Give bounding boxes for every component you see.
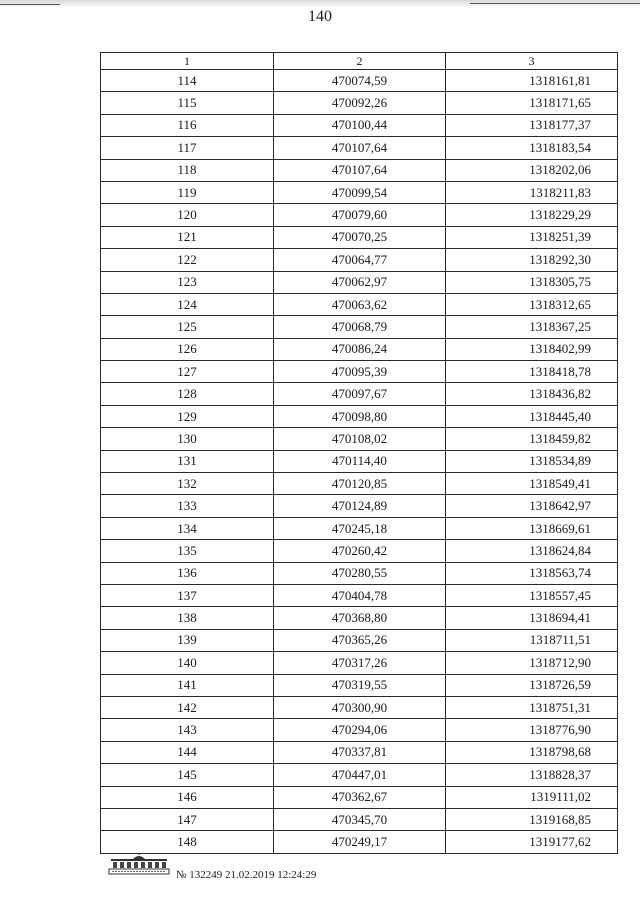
cell-point-number: 115 [101,92,274,114]
column-header-x: 2 [274,53,446,70]
table-row [101,562,618,584]
cell-point-number: 120 [101,204,274,226]
cell-x-coordinate: 470447,01 [274,764,446,786]
cell-point-number: 132 [101,473,274,495]
cell-x-coordinate: 470368,80 [274,607,446,629]
cell-x-coordinate: 470124,89 [274,495,446,517]
table-row [101,92,618,114]
cell-point-number: 125 [101,316,274,338]
cell-y-coordinate: 1319177,62 [446,831,618,853]
table-row [101,249,618,271]
table-row [101,271,618,293]
table-row [101,361,618,383]
table-header-row [101,53,618,70]
table-row [101,741,618,763]
cell-y-coordinate: 1318798,68 [446,741,618,763]
table-row [101,473,618,495]
cell-point-number: 129 [101,405,274,427]
cell-y-coordinate: 1318436,82 [446,383,618,405]
column-header-y: 3 [446,53,618,70]
cell-x-coordinate: 470404,78 [274,584,446,606]
cell-point-number: 142 [101,696,274,718]
registration-stamp-text: № 132249 21.02.2019 12:24:29 [176,869,317,881]
cell-point-number: 128 [101,383,274,405]
cell-point-number: 122 [101,249,274,271]
cell-point-number: 137 [101,584,274,606]
table-row [101,450,618,472]
table-row [101,808,618,830]
cell-point-number: 134 [101,517,274,539]
table-row [101,764,618,786]
cell-x-coordinate: 470063,62 [274,293,446,315]
cell-y-coordinate: 1318171,65 [446,92,618,114]
table-row [101,316,618,338]
table-row [101,181,618,203]
table-row [101,831,618,853]
cell-y-coordinate: 1318177,37 [446,114,618,136]
cell-y-coordinate: 1318669,61 [446,517,618,539]
cell-point-number: 136 [101,562,274,584]
cell-y-coordinate: 1318418,78 [446,361,618,383]
cell-y-coordinate: 1318305,75 [446,271,618,293]
cell-x-coordinate: 470070,25 [274,226,446,248]
cell-y-coordinate: 1318828,37 [446,764,618,786]
cell-x-coordinate: 470249,17 [274,831,446,853]
cell-y-coordinate: 1318534,89 [446,450,618,472]
cell-y-coordinate: 1318251,39 [446,226,618,248]
cell-y-coordinate: 1318161,81 [446,70,618,92]
cell-y-coordinate: 1318549,41 [446,473,618,495]
table-row [101,428,618,450]
cell-y-coordinate: 1318229,29 [446,204,618,226]
cell-point-number: 116 [101,114,274,136]
cell-point-number: 148 [101,831,274,853]
cell-y-coordinate: 1318202,06 [446,159,618,181]
table-row [101,517,618,539]
cell-point-number: 135 [101,540,274,562]
table-row [101,137,618,159]
cell-y-coordinate: 1318557,45 [446,584,618,606]
cell-x-coordinate: 470092,26 [274,92,446,114]
cell-y-coordinate: 1318183,54 [446,137,618,159]
coordinates-table [100,52,618,854]
cell-x-coordinate: 470079,60 [274,204,446,226]
table-row [101,696,618,718]
cell-x-coordinate: 470280,55 [274,562,446,584]
cell-point-number: 117 [101,137,274,159]
table-row [101,226,618,248]
scan-mark [470,3,640,4]
cell-point-number: 118 [101,159,274,181]
cell-x-coordinate: 470100,44 [274,114,446,136]
column-header-point: 1 [101,53,274,70]
table-row [101,204,618,226]
cell-point-number: 138 [101,607,274,629]
cell-y-coordinate: 1318563,74 [446,562,618,584]
cell-y-coordinate: 1318367,25 [446,316,618,338]
cell-point-number: 130 [101,428,274,450]
cell-point-number: 143 [101,719,274,741]
table-row [101,607,618,629]
table-row [101,338,618,360]
cell-point-number: 121 [101,226,274,248]
cell-y-coordinate: 1318211,83 [446,181,618,203]
cell-x-coordinate: 470362,67 [274,786,446,808]
building-emblem-icon [107,853,171,875]
cell-x-coordinate: 470108,02 [274,428,446,450]
cell-x-coordinate: 470245,18 [274,517,446,539]
table-row [101,629,618,651]
cell-x-coordinate: 470317,26 [274,652,446,674]
cell-point-number: 139 [101,629,274,651]
cell-y-coordinate: 1318642,97 [446,495,618,517]
cell-y-coordinate: 1318776,90 [446,719,618,741]
table-row [101,114,618,136]
cell-y-coordinate: 1318402,99 [446,338,618,360]
cell-x-coordinate: 470319,55 [274,674,446,696]
cell-point-number: 114 [101,70,274,92]
cell-point-number: 133 [101,495,274,517]
cell-y-coordinate: 1319111,02 [446,786,618,808]
table-row [101,405,618,427]
scan-mark [0,4,60,5]
cell-point-number: 127 [101,361,274,383]
cell-x-coordinate: 470107,64 [274,159,446,181]
table-row [101,652,618,674]
cell-y-coordinate: 1318712,90 [446,652,618,674]
cell-point-number: 145 [101,764,274,786]
table-row [101,786,618,808]
cell-x-coordinate: 470074,59 [274,70,446,92]
cell-point-number: 140 [101,652,274,674]
cell-y-coordinate: 1318312,65 [446,293,618,315]
cell-x-coordinate: 470097,67 [274,383,446,405]
table-row [101,159,618,181]
cell-y-coordinate: 1318726,59 [446,674,618,696]
cell-x-coordinate: 470365,26 [274,629,446,651]
cell-x-coordinate: 470114,40 [274,450,446,472]
cell-point-number: 141 [101,674,274,696]
cell-x-coordinate: 470095,39 [274,361,446,383]
cell-x-coordinate: 470260,42 [274,540,446,562]
cell-x-coordinate: 470120,85 [274,473,446,495]
cell-x-coordinate: 470062,97 [274,271,446,293]
table-row [101,383,618,405]
cell-point-number: 146 [101,786,274,808]
cell-point-number: 123 [101,271,274,293]
table-row [101,70,618,92]
cell-x-coordinate: 470068,79 [274,316,446,338]
cell-point-number: 131 [101,450,274,472]
cell-point-number: 144 [101,741,274,763]
cell-x-coordinate: 470107,64 [274,137,446,159]
cell-y-coordinate: 1318459,82 [446,428,618,450]
page-number: 140 [308,8,332,25]
cell-y-coordinate: 1318624,84 [446,540,618,562]
cell-point-number: 126 [101,338,274,360]
cell-y-coordinate: 1318751,31 [446,696,618,718]
cell-y-coordinate: 1318711,51 [446,629,618,651]
cell-x-coordinate: 470337,81 [274,741,446,763]
cell-point-number: 124 [101,293,274,315]
table-row [101,540,618,562]
cell-y-coordinate: 1318445,40 [446,405,618,427]
cell-point-number: 147 [101,808,274,830]
cell-x-coordinate: 470098,80 [274,405,446,427]
cell-x-coordinate: 470086,24 [274,338,446,360]
table-row [101,719,618,741]
table-row [101,584,618,606]
cell-x-coordinate: 470294,06 [274,719,446,741]
cell-x-coordinate: 470300,90 [274,696,446,718]
table-row [101,293,618,315]
cell-point-number: 119 [101,181,274,203]
cell-y-coordinate: 1318292,30 [446,249,618,271]
table-row [101,674,618,696]
cell-x-coordinate: 470099,54 [274,181,446,203]
cell-x-coordinate: 470064,77 [274,249,446,271]
cell-y-coordinate: 1318694,41 [446,607,618,629]
cell-x-coordinate: 470345,70 [274,808,446,830]
cell-y-coordinate: 1319168,85 [446,808,618,830]
table-row [101,495,618,517]
scan-edge-shadow [0,0,640,8]
